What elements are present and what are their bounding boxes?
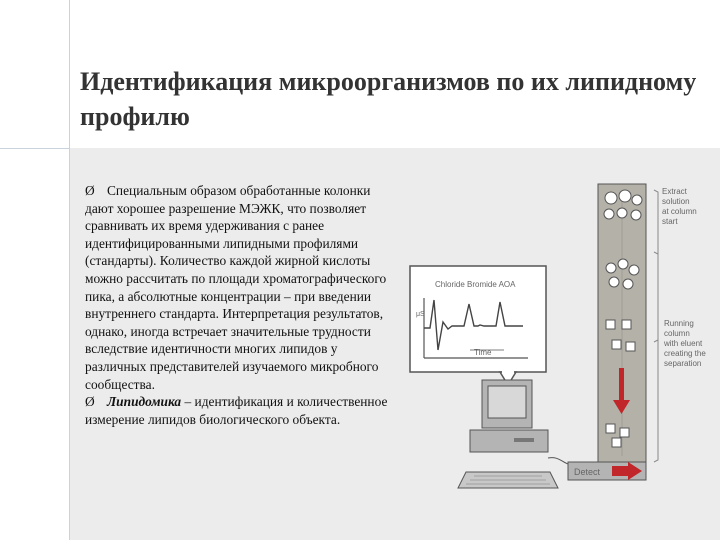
body-text [85,182,400,428]
detector [568,462,646,480]
svg-text:separation: separation [664,359,702,368]
svg-text:with eluent: with eluent [664,339,703,348]
bullet-2 [85,393,400,428]
chromatography-diagram [408,180,720,510]
column-illustration [598,184,646,462]
bullet-1 [85,182,400,393]
x-axis-label: Time [474,348,492,357]
svg-text:solution: solution [662,197,690,206]
arrow-bullet-icon: Ø [85,394,95,410]
svg-text:column: column [664,329,690,338]
detect-label: Detect [574,467,601,477]
bullet-1-text: Специальным образом обработанные колонки дают хорошее разрешение МЭЖК, что позволяет сравнивать их время удерживания с ранее идентифицированными липидными профилями (стандарты). Количество каждой жирной кислоты можно рассчитать по площади хроматографического пика, а абсолютные концентрации – при введении внутреннего стандарта. Интерпретация результатов, однако, иногда встречает значительные трудности вследствие идентичности многих липидов у различных представителей изучаемого микробного сообщества. [85,183,387,392]
peak-labels: Chloride Bromide AOA [435,280,516,289]
svg-text:creating the: creating the [664,349,706,358]
slide-title: Идентификация микроорганизмов по их липидному профилю [80,67,697,131]
annotation-middle [663,319,706,368]
lipidomics-term: Липидомика [107,394,182,410]
svg-text:Extract: Extract [662,187,687,196]
annotation-top [662,187,697,226]
svg-text:Running: Running [664,319,694,328]
y-axis-label: μS [416,311,425,318]
arrow-bullet-icon: Ø [85,183,95,198]
svg-text:start: start [662,217,678,226]
svg-text:at column: at column [662,207,697,216]
computer-illustration [458,380,568,488]
bullet-2-text: – идентификация и количественное измерение липидов биологического объекта. [85,394,388,427]
